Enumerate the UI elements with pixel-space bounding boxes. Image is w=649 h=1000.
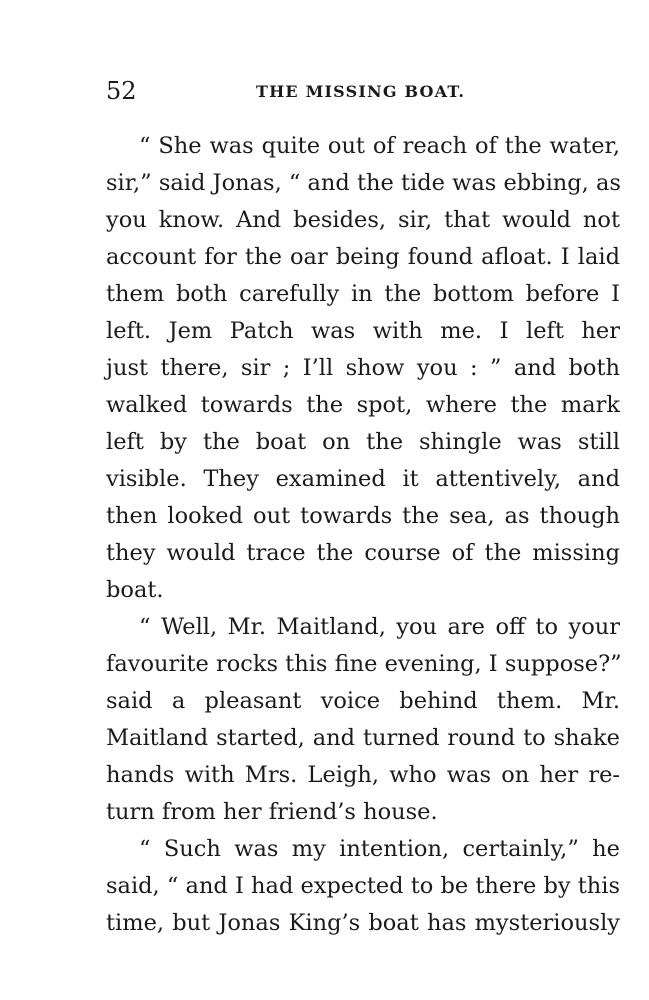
text-line: them both carefully in the bottom before I	[106, 281, 620, 307]
text-line: left. Jem Patch was with me. I left her	[106, 318, 620, 344]
running-title: THE MISSING BOAT.	[256, 82, 466, 101]
text-line: “ Such was my intention, certainly,” he	[139, 836, 620, 862]
text-line: just there, sir ; I’ll show you : ” and both	[106, 355, 620, 381]
text-line: “ She was quite out of reach of the water,	[139, 133, 620, 159]
text-line: time, but Jonas King’s boat has mysteriously	[106, 910, 620, 936]
text-line: favourite rocks this fine evening, I suppose?”	[106, 651, 622, 677]
text-line: they would trace the course of the missing	[106, 540, 620, 566]
text-line: said a pleasant voice behind them. Mr.	[106, 688, 620, 714]
text-line: you know. And besides, sir, that would not	[106, 207, 620, 233]
text-line: “ Well, Mr. Maitland, you are off to your	[139, 614, 620, 640]
body-text	[106, 128, 620, 942]
page-header	[106, 76, 546, 106]
text-line: account for the oar being found afloat. I laid	[106, 244, 620, 270]
text-line: Maitland started, and turned round to shake	[106, 725, 620, 751]
text-line: turn from her friend’s house.	[106, 799, 438, 825]
text-line: then looked out towards the sea, as though	[106, 503, 620, 529]
text-line: hands with Mrs. Leigh, who was on her re-	[106, 762, 620, 788]
text-line: sir,” said Jonas, “ and the tide was ebbing, as	[106, 170, 621, 196]
text-line: visible. They examined it attentively, and	[106, 466, 620, 492]
text-line: boat.	[106, 577, 164, 603]
text-line: walked towards the spot, where the mark	[106, 392, 620, 418]
text-line: left by the boat on the shingle was still	[106, 429, 620, 455]
text-line: said, “ and I had expected to be there by this	[106, 873, 620, 899]
page-number: 52	[106, 77, 137, 105]
